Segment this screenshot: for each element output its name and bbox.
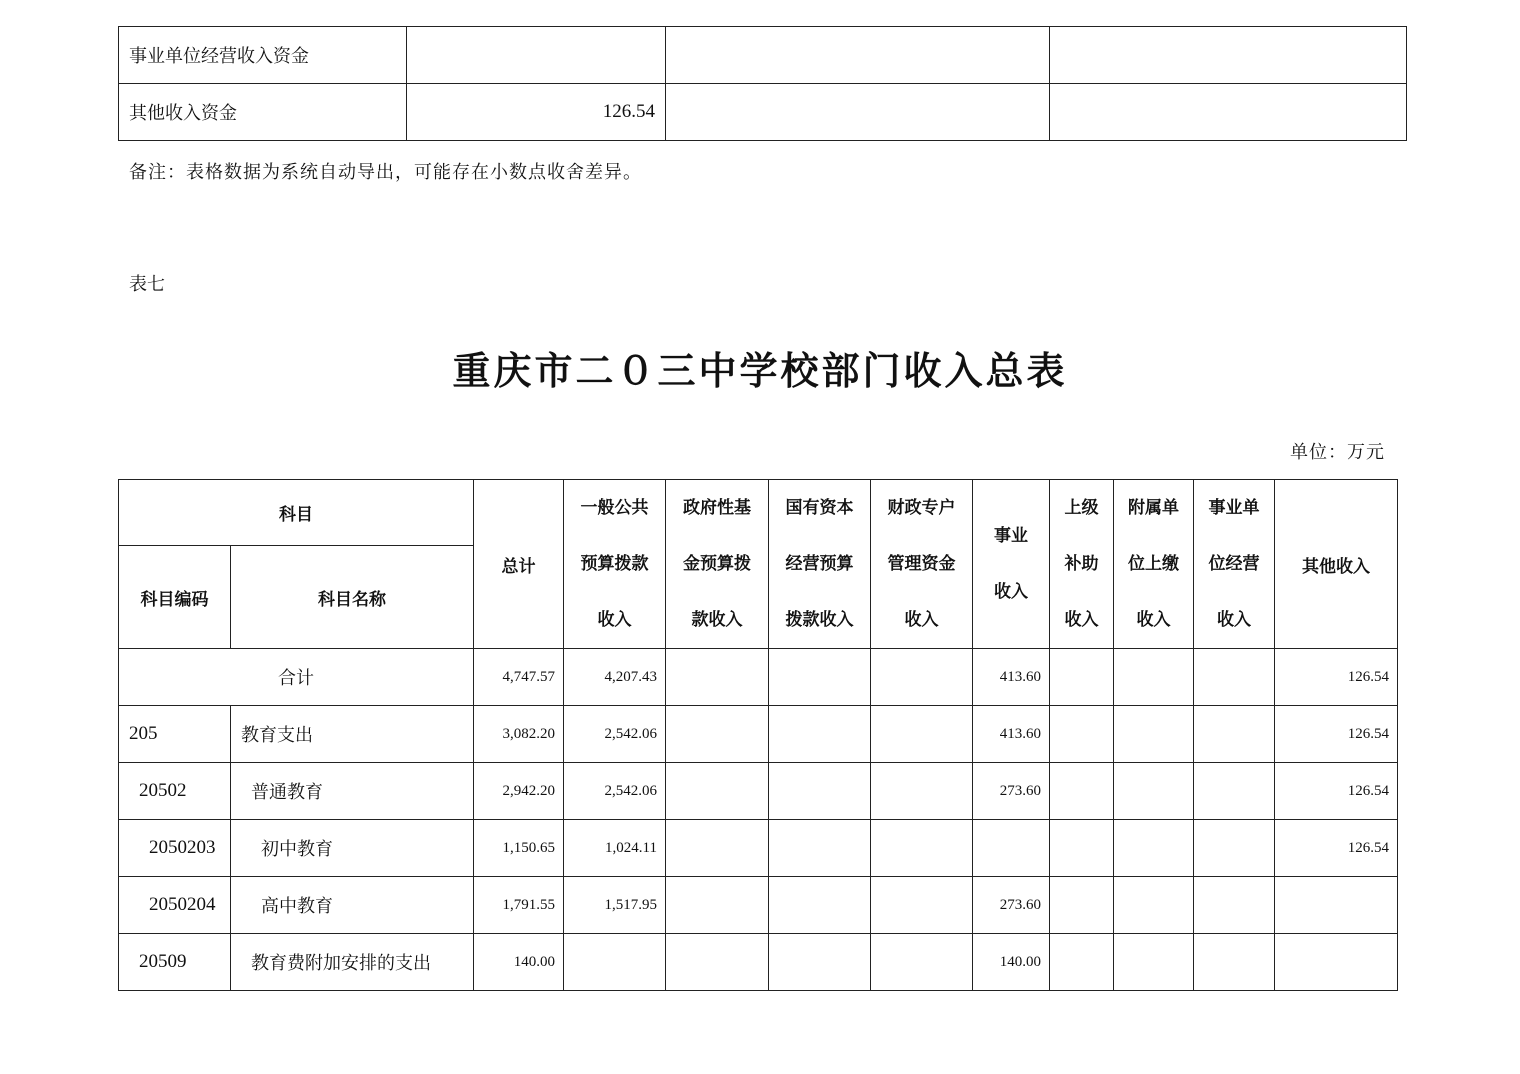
cell-fiscal-special [871,877,973,934]
cell-career-operating [1194,820,1275,877]
cell-general [564,934,666,991]
cell-state-capital [769,649,871,706]
table-row [119,27,1407,84]
cell-state-capital [769,877,871,934]
table-row [119,84,1407,141]
cell-fiscal-special [871,763,973,820]
cell-other: 126.54 [1275,706,1398,763]
cell-gov-fund [666,877,769,934]
cell-affiliated [1114,649,1194,706]
header-state-capital: 国有资本 经营预算 拨款收入 [769,480,871,649]
cell-code: 20509 [119,934,231,991]
cell-state-capital [769,820,871,877]
cell-superior [1050,649,1114,706]
cell-gov-fund [666,649,769,706]
row-cell [666,27,1050,84]
header-fiscal-special: 财政专户 管理资金 收入 [871,480,973,649]
page-title: 重庆市二０三中学校部门收入总表 [452,348,1068,393]
cell-gov-fund [666,706,769,763]
cell-name: 教育支出 [231,706,474,763]
table-row [119,706,1398,763]
header-career: 事业 收入 [973,480,1050,649]
cell-affiliated [1114,877,1194,934]
cell-other: 126.54 [1275,649,1398,706]
cell-total: 4,747.57 [474,649,564,706]
cell-other: 126.54 [1275,763,1398,820]
cell-career-operating [1194,706,1275,763]
cell-affiliated [1114,706,1194,763]
cell-general: 2,542.06 [564,706,666,763]
cell-fiscal-special [871,820,973,877]
income-table [118,479,1398,991]
cell-name: 高中教育 [231,877,474,934]
cell-fiscal-special [871,706,973,763]
cell-career [973,820,1050,877]
cell-total: 1,150.65 [474,820,564,877]
cell-general: 1,517.95 [564,877,666,934]
cell-career: 413.60 [973,649,1050,706]
cell-superior [1050,706,1114,763]
cell-superior [1050,763,1114,820]
cell-career: 413.60 [973,706,1050,763]
cell-code: 20502 [119,763,231,820]
unit-label: 单位：万元 [1290,442,1385,463]
row-label: 事业单位经营收入资金 [119,27,407,84]
header-superior: 上级 补助 收入 [1050,480,1114,649]
header-name: 科目名称 [231,546,474,649]
header-subject: 科目 [119,480,474,546]
table-number: 表七 [129,274,165,295]
cell-gov-fund [666,820,769,877]
cell-total: 140.00 [474,934,564,991]
header-other: 其他收入 [1275,480,1398,649]
cell-career-operating [1194,649,1275,706]
cell-general: 2,542.06 [564,763,666,820]
cell-affiliated [1114,934,1194,991]
cell-gov-fund [666,934,769,991]
cell-total: 1,791.55 [474,877,564,934]
cell-superior [1050,934,1114,991]
cell-code: 205 [119,706,231,763]
cell-career: 273.60 [973,763,1050,820]
cell-state-capital [769,763,871,820]
header-code: 科目编码 [119,546,231,649]
header-career-operating: 事业单 位经营 收入 [1194,480,1275,649]
header-general: 一般公共 预算拨款 收入 [564,480,666,649]
cell-career-operating [1194,934,1275,991]
row-value [407,27,666,84]
cell-superior [1050,820,1114,877]
header-gov-fund: 政府性基 金预算拨 款收入 [666,480,769,649]
cell-career: 140.00 [973,934,1050,991]
cell-state-capital [769,706,871,763]
cell-fiscal-special [871,934,973,991]
cell-affiliated [1114,820,1194,877]
cell-state-capital [769,934,871,991]
cell-career-operating [1194,763,1275,820]
table-row [119,877,1398,934]
row-cell [1050,84,1407,141]
header-total: 总计 [474,480,564,649]
header-affiliated: 附属单 位上缴 收入 [1114,480,1194,649]
cell-other: 126.54 [1275,820,1398,877]
cell-fiscal-special [871,649,973,706]
total-label: 合计 [119,649,474,706]
cell-superior [1050,877,1114,934]
total-row [119,649,1398,706]
table-row [119,820,1398,877]
table-row [119,934,1398,991]
table-note: 备注：表格数据为系统自动导出，可能存在小数点收舍差异。 [129,162,642,183]
cell-total: 3,082.20 [474,706,564,763]
cell-total: 2,942.20 [474,763,564,820]
header-row [119,480,1398,546]
top-table [118,26,1407,141]
cell-general: 1,024.11 [564,820,666,877]
cell-code: 2050204 [119,877,231,934]
cell-name: 初中教育 [231,820,474,877]
cell-other [1275,877,1398,934]
row-value: 126.54 [407,84,666,141]
row-label: 其他收入资金 [119,84,407,141]
cell-career: 273.60 [973,877,1050,934]
cell-gov-fund [666,763,769,820]
row-cell [1050,27,1407,84]
cell-general: 4,207.43 [564,649,666,706]
row-cell [666,84,1050,141]
cell-name: 普通教育 [231,763,474,820]
cell-other [1275,934,1398,991]
cell-code: 2050203 [119,820,231,877]
cell-name: 教育费附加安排的支出 [231,934,474,991]
cell-affiliated [1114,763,1194,820]
cell-career-operating [1194,877,1275,934]
table-row [119,763,1398,820]
